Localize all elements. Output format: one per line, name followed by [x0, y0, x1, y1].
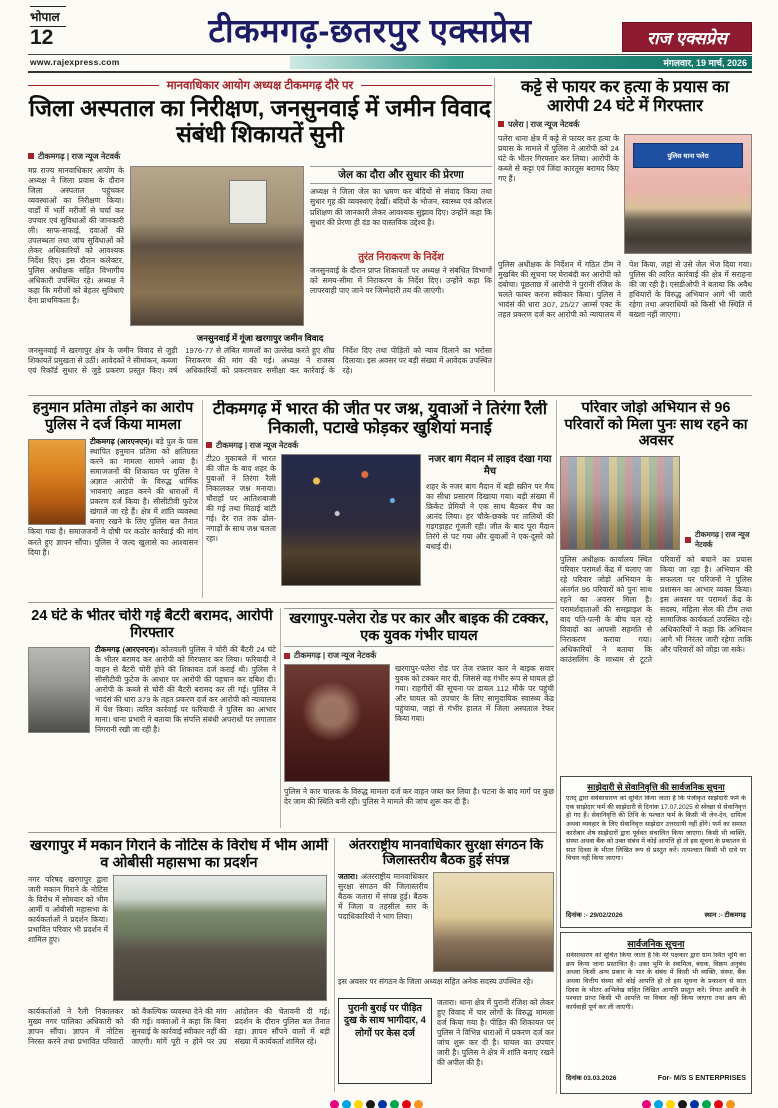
- article-hospital-right-col: [310, 166, 492, 330]
- article-celebration-byline: टीकमगढ़ | राज न्यूज नेटवर्क: [206, 440, 554, 451]
- article-accident-body: खरगापुर-पलेरा रोड पर तेज रफ्तार कार ने बाइक सवार युवक को टक्कर मार दी, जिससे वह गंभीर रूप से घायल हो गया। राहगीरों की सूचना पर डायल 112 मौके पर पहुंची और घायल को उपचार के लिए सामुदायिक स्वास्थ्य केंद्र पहुंचाया, जहां से गंभीर हालत में जिला अस्पताल रेफर किया गया।: [395, 664, 554, 724]
- public-notice-body: सर्वसाधारण को सूचित किया जाता है कि मेरे पक्षकार द्वारा ग्राम स्थित भूमि का क्रय किया जाना प्रस्तावित है। उक्त भूमि के स्वामित्व, बंधक, विक्रय अनुबंध अथवा किसी अन्य प्रकार के भार के संबंध में किसी भी व्यक्ति, संस्था, बैंक अथवा वित्तीय संस्था को कोई आपत्ति हो तो इस सूचना के प्रकाशन से सात दिवस के भीतर अभिलेख सहित लिखित आपत्ति प्रस्तुत करें। नियत अवधि के पश्चात प्राप्त किसी भी आपत्ति पर विचार नहीं किया जाएगा तथा क्रय की कार्यवाही पूर्ण कर ली जाएगी।: [566, 952, 746, 1011]
- police-station-photo: [624, 134, 752, 254]
- registration-dot: [378, 1100, 387, 1108]
- registration-marks: [330, 1096, 440, 1106]
- battery-accused-photo: [28, 647, 90, 733]
- article-meeting-body3: इस अवसर पर संगठन के जिला अध्यक्ष सहित अनेक सदस्य उपस्थित रहे।: [338, 976, 534, 986]
- projector-screen: [229, 180, 267, 225]
- registration-dot: [390, 1100, 399, 1108]
- divider: [280, 608, 281, 828]
- page-number: 12: [30, 26, 54, 49]
- registration-dot: [366, 1100, 375, 1108]
- divider: [494, 78, 495, 392]
- article-meeting-headline: अंतरराष्ट्रीय मानवाधिकार सुरक्षा संगठन कि जिलास्तरीय बैठक हुई संपन्न: [348, 838, 544, 867]
- article-family-photo-row: [560, 454, 752, 550]
- case-box-row: [338, 998, 554, 1084]
- divider: [28, 395, 752, 396]
- statue-photo: [28, 439, 86, 525]
- public-notice-foot: [566, 1073, 746, 1082]
- quick-resolution-body: जनसुनवाई के दौरान प्राप्त शिकायतों पर अध्यक्ष ने संबंधित विभागों को समय-सीमा में निराकरण के निर्देश दिए। उन्होंने कहा कि लापरवाही पाए जाने पर जिम्मेदारी तय की जाएगी।: [310, 265, 492, 295]
- registration-dot: [726, 1100, 735, 1108]
- accident-scene-photo: [284, 664, 390, 782]
- registration-dot: [330, 1100, 339, 1108]
- live-match-subbox: [426, 454, 554, 588]
- meeting-felicitation-photo: [433, 872, 554, 972]
- article-protest-headline: खरगापुर में मकान गिराने के नोटिस के विरोध में भीम आर्मी व ओबीसी महासभा का प्रदर्शन: [30, 838, 328, 871]
- registration-dot: [714, 1100, 723, 1108]
- article-statue-body: टीकमगढ़ (आरएनएन)। बड़े पुल के पास स्थापित हनुमान प्रतिमा को क्षतिग्रस्त करने का मामला सामने आया है। समाजजनों की शिकायत पर पुलिस ने अज्ञात आरोपी के विरुद्ध धार्मिक भावनाएं आहत करने की धाराओं में प्रकरण दर्ज किया है। सीसीटीवी फुटेज खंगाले जा रहे हैं। क्षेत्र में शांति व्यवस्था बनाए रखने के लिए पुलिस बल तैनात किया गया है। समाजजनों ने दोषी पर कठोर कार्रवाई की मांग करते हुए ज्ञापन सौंपा। पुलिस ने जल्द खुलासे का आश्वासन दिया है।: [28, 437, 198, 557]
- jail-visit-subhead: जेल का दौरा और सुधार की प्रेरणा: [310, 166, 492, 185]
- quick-resolution-subhead: तुरंत निराकरण के निर्देश: [358, 252, 444, 264]
- article-meeting: [338, 838, 554, 1092]
- brand-logo: राज एक्सप्रेस: [622, 22, 752, 52]
- jansunwai-photo-caption: जनसुनवाई में गूंजा खरगापुर जमीन विवाद: [196, 332, 324, 343]
- registration-dot: [642, 1100, 651, 1108]
- article-hospital-byline: टीकमगढ़ | राज न्यूज नेटवर्क: [28, 151, 492, 162]
- article-celebration: [206, 400, 554, 598]
- live-match-title: नजर बाग मैदान में लाइव देखा गया मैच: [428, 453, 552, 478]
- article-firing-headline: कट्टे से फायर कर हत्या के प्रयास का आरोपी 24 घंटे में गिरफ्तार: [520, 78, 730, 115]
- divider: [202, 400, 203, 598]
- article-protest: [28, 838, 330, 1092]
- protest-crowd-photo: [113, 875, 327, 1001]
- article-meeting-body: जतारा। अंतरराष्ट्रीय मानवाधिकार सुरक्षा संगठन की जिलास्तरीय बैठक जतारा में संपन्न हुई। बैठक में जिला व तहसील स्तर के पदाधिकारियों ने भाग लिया।: [338, 871, 428, 921]
- article-family-byline: टीकमगढ़ | राज न्यूज नेटवर्क: [685, 530, 752, 550]
- article-family-headline: परिवार जोड़ो अभियान से 96 परिवारों को मिला पुनः साथ रहने का अवसर: [564, 400, 748, 450]
- article-celebration-headline: टीकमगढ़ में भारत की जीत पर जश्न, युवाओं ने तिरंगा रैली निकाली, पटाखे फोड़कर खुशियां मनाई: [212, 400, 548, 437]
- public-notice: [560, 932, 752, 1094]
- article-statue-headline: हनुमान प्रतिमा तोड़ने का आरोप पुलिस ने दर्ज किया मामला: [32, 400, 194, 433]
- jansunwai-meeting-photo: [130, 166, 304, 326]
- public-notice-date: दिनांक 03.03.2026: [566, 1075, 617, 1082]
- article-firing-byline: पलेरा | राज न्यूज नेटवर्क: [498, 119, 752, 130]
- registration-dot: [354, 1100, 363, 1108]
- registration-dot: [666, 1100, 675, 1108]
- article-celebration-body: टी20 मुकाबले में भारत की जीत के बाद शहर के युवाओं ने तिरंगा रैली निकालकर जश्न मनाया। चौराहों पर आतिशबाजी की गई तथा मिठाई बांटी गई। देर रात तक ढोल-नगाड़ों के साथ जश्न चलता रहा।: [206, 453, 276, 544]
- article-protest-body-bottom: कार्यकर्ताओं ने रैली निकालकर मुख्य नगर पालिका अधिकारी को ज्ञापन सौंपा। ज्ञापन में नोटिस निरस्त करने तथा प्रभावित परिवारों को वैकल्पिक व्यवस्था देने की मांग की गई। वक्ताओं ने कहा कि बिना सुनवाई के कार्रवाई स्वीकार नहीं की जाएगी। मांगें पूरी न होने पर उग्र आंदोलन की चेतावनी दी गई। प्रदर्शन के दौरान पुलिस बल तैनात रहा। ज्ञापन सौंपने वालों में बड़ी संख्या में कार्यकर्ता शामिल रहे।: [28, 1007, 330, 1047]
- case-box-headline: पुरानी बुराई पर पीड़ित दुख के साथ भागीदार, 4 लोगों पर केस दर्ज: [338, 998, 432, 1084]
- live-match-body: शहर के नजर बाग मैदान में बड़ी स्क्रीन पर मैच का सीधा प्रसारण दिखाया गया। बड़ी संख्या में क्रिकेट प्रेमियों ने एक साथ बैठकर मैच का आनंद लिया। हर चौके-छक्के पर तालियों की गड़गड़ाहट गूंजती रही। जीत के बाद पूरा मैदान तिरंगे से पट गया और युवाओं ने एक-दूसरे को बधाई दी।: [426, 481, 554, 552]
- divider: [28, 832, 556, 833]
- article-protest-body-left: नगर परिषद खरगापुर द्वारा जारी मकान गिराने के नोटिस के विरोध में सोमवार को भीम आर्मी व ओबीसी महासभा के कार्यकर्ताओं ने प्रदर्शन किया। प्रभावित परिवार भी प्रदर्शन में शामिल हुए।: [28, 875, 108, 945]
- registration-dot: [654, 1100, 663, 1108]
- article-firing: [498, 78, 752, 392]
- header-rule-top: [28, 54, 752, 55]
- article-family-body: पुलिस अधीक्षक कार्यालय स्थित परिवार परामर्श केंद्र में चलाए जा रहे परिवार जोड़ो अभियान के अंतर्गत 96 परिवारों को पुनः साथ रहने का अवसर मिला है। परामर्शदाताओं की समझाइश के बाद पति-पत्नी के बीच चल रहे विवादों का आपसी सहमति से निराकरण कराया गया। अधिकारियों ने बताया कि काउंसलिंग के माध्यम से टूटते परिवारों को बचाने का प्रयास किया जा रहा है। अभियान की सफलता पर परिजनों ने पुलिस प्रशासन का आभार व्यक्त किया। इस अवसर पर परामर्श केंद्र के सदस्य, महिला सेल की टीम तथा सामाजिक कार्यकर्ता उपस्थित रहे। अधिकारियों ने कहा कि अभियान आगे भी निरंतर जारी रहेगा ताकि और परिवारों को जोड़ा जा सके।: [560, 555, 752, 665]
- partnership-notice-place: स्थान :- टीकमगढ़: [704, 912, 746, 919]
- registration-dot: [690, 1100, 699, 1108]
- article-hospital-kicker: मानवाधिकार आयोग अध्यक्ष टीकमगढ़ दौरे पर: [28, 78, 492, 93]
- edition-city: भोपाल: [30, 6, 66, 27]
- article-battery-body: टीकमगढ़ (आरएनएन)। कोतवाली पुलिस ने चोरी की बैटरी 24 घंटे के भीतर बरामद कर आरोपी को गिरफ्तार कर लिया। फरियादी ने वाहन से बैटरी चोरी होने की शिकायत दर्ज कराई थी। पुलिस ने सीसीटीवी फुटेज के आधार पर आरोपी की पहचान कर दबिश दी। आरोपी के कब्जे से चोरी की बैटरी बरामद कर ली गई। पुलिस ने भादंसं की धारा 379 के तहत प्रकरण दर्ज कर आरोपी को न्यायालय में पेश किया। त्वरित कार्रवाई पर फरियादी ने पुलिस का आभार माना। थाना प्रभारी ने बताया कि संपत्ति संबंधी अपराधों पर लगातार निगरानी रखी जा रही है।: [28, 645, 276, 821]
- registration-dot: [678, 1100, 687, 1108]
- article-family: [560, 400, 752, 772]
- issue-date: मंगलवार, 19 मार्च, 2026: [663, 58, 747, 68]
- article-hospital: [28, 78, 492, 392]
- article-protest-columns: [28, 875, 330, 1003]
- article-hospital-columns: [28, 166, 492, 330]
- tiranga-rally-photo: [281, 454, 421, 586]
- article-firing-top-row: [498, 134, 752, 256]
- article-statue: [28, 400, 198, 598]
- header-rule-bottom: [28, 71, 752, 73]
- public-notice-title: सार्वजनिक सूचना: [627, 939, 685, 949]
- article-celebration-columns: [206, 454, 554, 588]
- divider: [334, 838, 335, 1092]
- article-battery-headline: 24 घंटे के भीतर चोरी गई बैटरी बरामद, आरोपी गिरफ्तार: [31, 608, 273, 641]
- date-bar: [290, 56, 752, 69]
- article-accident-byline: टीकमगढ़ | राज न्यूज नेटवर्क: [284, 650, 554, 661]
- article-accident-columns: [284, 664, 554, 784]
- case-box-body: जतारा। थाना क्षेत्र में पुरानी रंजिश को लेकर हुए विवाद में चार लोगों के विरुद्ध मामला दर्ज किया गया है। पीड़ित की शिकायत पर पुलिस ने विभिन्न धाराओं में प्रकरण दर्ज कर जांच शुरू कर दी है। घायल का उपचार जारी है। पुलिस ने क्षेत्र में शांति बनाए रखने की अपील की है।: [437, 997, 554, 1067]
- article-hospital-body-left: मप्र राज्य मानवाधिकार आयोग के अध्यक्ष ने जिला प्रवास के दौरान जिला अस्पताल पहुंचकर व्यवस्थाओं का निरीक्षण किया। वार्डों में भर्ती मरीजों से चर्चा कर उपचार एवं सुविधाओं की जानकारी ली। साफ-सफाई, दवाओं की उपलब्धता तथा जांच सुविधाओं को लेकर अधिकारियों को आवश्यक निर्देश दिए। इस दौरान कलेक्टर, पुलिस अधीक्षक सहित विभागीय अधिकारी उपस्थित रहे। अध्यक्ष ने कहा कि मरीजों को बेहतर सुविधाएं देना प्राथमिकता है।: [28, 165, 124, 306]
- article-firing-body2: पुलिस अधीक्षक के निर्देशन में गठित टीम ने मुखबिर की सूचना पर घेराबंदी कर आरोपी को दबोचा। पूछताछ में आरोपी ने पुरानी रंजिश के चलते फायर करना स्वीकार किया। पुलिस ने भादंसं की धारा 307, 25/27 आर्म्स एक्ट के तहत प्रकरण दर्ज कर आरोपी को न्यायालय में पेश किया, जहां से उसे जेल भेज दिया गया। पुलिस की त्वरित कार्रवाई की क्षेत्र में सराहना की जा रही है। एसडीओपी ने बताया कि अवैध हथियारों के विरुद्ध अभियान आगे भी जारी रहेगा तथा अपराधियों को किसी भी स्थिति में बख्शा नहीं जाएगा।: [498, 259, 752, 320]
- partnership-notice-foot: [566, 910, 746, 919]
- masthead-title: टीकमगढ़-छतरपुर एक्सप्रेस: [208, 12, 532, 49]
- article-meeting-columns: [338, 872, 554, 974]
- website-url: www.rajexpress.com: [30, 57, 120, 67]
- partnership-notice-title: साझेदारी से सेवानिवृत्ति की सार्वजनिक सूचना: [587, 782, 725, 792]
- article-hospital-body-bottom: जनसुनवाई में खरगापुर क्षेत्र के जमीन विवाद से जुड़ी शिकायतें प्रमुखता से उठीं। आवेदकों ने सीमांकन, कब्जा एवं रिकॉर्ड सुधार से जुड़े प्रकरण प्रस्तुत किए। वर्ष 1976-77 से लंबित मामलों का उल्लेख करते हुए शीघ्र निराकरण की मांग की गई। अध्यक्ष ने राजस्व अधिकारियों को प्रकरणवार समीक्षा कर कार्रवाई के निर्देश दिए तथा पीड़ितों को न्याय दिलाने का भरोसा दिलाया। इस अवसर पर बड़ी संख्या में आवेदक उपस्थित रहे।: [28, 345, 492, 375]
- article-hospital-headline: जिला अस्पताल का निरीक्षण, जनसुनवाई में जमीन विवाद संबंधी शिकायतें सुनी: [29, 95, 491, 148]
- jail-visit-body: अध्यक्ष ने जिला जेल का भ्रमण कर बंदियों से संवाद किया तथा सुधार गृह की व्यवस्थाएं देखीं। बंदियों के भोजन, स्वास्थ्य एवं कौशल प्रशिक्षण की जानकारी लेकर आवश्यक सुझाव दिए। उन्होंने कहा कि सुधार की प्रेरणा ही दंड का वास्तविक उद्देश्य है।: [310, 187, 492, 227]
- partnership-notice-body: एतद् द्वारा सर्वसाधारण को सूचित किया जाता है कि पंजीकृत साझेदारी फर्म के एक साझेदार फर्म की साझेदारी से दिनांक 17.07.2025 से स्वेच्छा से सेवानिवृत्त हो गए हैं। सेवानिवृत्ति की तिथि के पश्चात फर्म के किसी भी लेन-देन, दायित्व अथवा व्यवहार के लिए सेवानिवृत्त साझेदार उत्तरदायी नहीं होंगे। फर्म का समस्त कारोबार शेष साझेदारों द्वारा पूर्ववत संचालित किया जाएगा। किसी भी व्यक्ति, संस्था अथवा बैंक को उक्त संबंध में कोई आपत्ति हो तो इस सूचना के प्रकाशन से सात दिवस के भीतर लिखित रूप से प्रस्तुत करें। तत्पश्चात किसी भी दावे पर विचार नहीं किया जाएगा।: [566, 795, 746, 863]
- article-accident-body2: पुलिस ने कार चालक के विरुद्ध मामला दर्ज कर वाहन जब्त कर लिया है। घटना के बाद मार्ग पर कुछ देर जाम की स्थिति बनी रही। पुलिस ने मामले की जांच शुरू कर दी है।: [284, 787, 554, 807]
- registration-dot: [342, 1100, 351, 1108]
- registration-dot: [402, 1100, 411, 1108]
- police-station-signboard: पुलिस थाना पलेरा: [633, 143, 744, 167]
- divider: [556, 400, 557, 1094]
- registration-dot: [702, 1100, 711, 1108]
- article-accident: [284, 608, 554, 828]
- divider: [28, 602, 556, 603]
- partnership-notice: [560, 776, 752, 928]
- family-group-photo: [560, 456, 680, 550]
- registration-dot: [414, 1100, 423, 1108]
- article-accident-headline: खरगापुर-पलेरा रोड पर कार और बाइक की टक्कर, एक युवक गंभीर घायल: [284, 608, 554, 647]
- article-firing-body: पलेरा थाना क्षेत्र में कट्टे से फायर कर हत्या के प्रयास के मामले में पुलिस ने आरोपी को 24 घंटे के भीतर गिरफ्तार कर लिया। आरोपी के कब्जे से कट्टा एवं जिंदा कारतूस बरामद किए गए हैं।: [498, 133, 619, 183]
- registration-marks: [642, 1096, 752, 1106]
- article-battery: [28, 608, 276, 828]
- public-notice-signature: For- M/S S ENTERPRISES: [657, 1073, 746, 1082]
- partnership-notice-date: दिनांक :- 29/02/2026: [566, 912, 623, 919]
